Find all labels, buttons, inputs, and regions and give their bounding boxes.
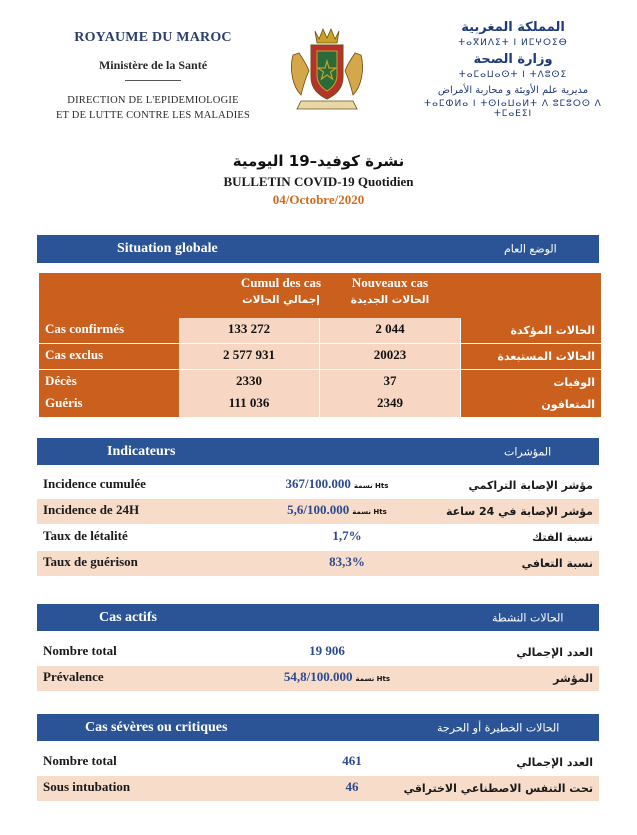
- row-cumul: 2330: [179, 370, 319, 395]
- indicator-label-fr: Incidence cumulée: [43, 476, 146, 491]
- bulletin-titles: [0, 152, 637, 208]
- section-title-fr: Indicateurs: [107, 443, 176, 459]
- col-header-cumul: [231, 275, 331, 306]
- header-left: [48, 30, 258, 123]
- row-label-ar: الحالات المؤكدة: [461, 318, 601, 343]
- row-new: 20023: [320, 344, 460, 369]
- row-cumul: 2 577 931: [179, 344, 319, 369]
- row-label-fr: Décès: [39, 370, 179, 395]
- section-title-fr: Cas actifs: [99, 609, 157, 625]
- col-new-ar: الحالات الجديدة: [350, 294, 430, 306]
- severe-label-ar: تحت التنفس الاصطناعي الاختراقي: [403, 782, 593, 795]
- indicator-number: 5,6/100.000: [287, 502, 350, 517]
- severe-cases-row: [37, 776, 599, 801]
- indicator-row: [37, 525, 599, 550]
- row-label-ar: المتعافون: [461, 392, 601, 417]
- indicator-label-ar: نسبة الفتك: [532, 531, 593, 544]
- active-label-ar: العدد الإجمالي: [516, 646, 593, 659]
- indicator-label-fr: Taux de guérison: [43, 554, 138, 569]
- bulletin-title-fr: BULLETIN COVID-19 Quotidien: [223, 174, 414, 189]
- col-header-new: [331, 275, 449, 306]
- row-cumul: 133 272: [179, 318, 319, 343]
- indicator-unit: نسمة Hts: [352, 508, 387, 516]
- row-label-ar: الوفيات: [461, 370, 601, 395]
- table-row: [39, 392, 601, 417]
- row-new: 2349: [320, 392, 460, 417]
- kingdom-fr: ROYAUME DU MAROC: [74, 30, 232, 45]
- section-title-ar: الحالات النشطة: [492, 611, 564, 624]
- bulletin-date: 04/Octobre/2020: [272, 192, 365, 207]
- indicator-number: 367/100.000: [285, 476, 351, 491]
- ministry-fr: Ministère de la Santé: [98, 58, 208, 72]
- royal-coat-of-arms-icon: [287, 25, 367, 115]
- direction-fr: [48, 93, 258, 123]
- section-header-indicateurs: [37, 438, 599, 465]
- severe-label-fr: Sous intubation: [43, 779, 131, 794]
- section-title-fr: Situation globale: [117, 241, 218, 256]
- section-title-ar: الوضع العام: [504, 242, 557, 256]
- severe-label-fr: Nombre total: [43, 753, 117, 768]
- active-value: 19 906: [309, 643, 345, 658]
- header-right: [420, 20, 606, 119]
- indicator-row: [37, 473, 599, 498]
- indicator-value: [237, 476, 437, 492]
- direction-ar: مديرية علم الأوبئة و محاربة الأمراض: [437, 85, 589, 96]
- indicator-label-ar: مؤشر الإصابة التراكمي: [468, 479, 593, 492]
- situation-globale-table: [37, 271, 599, 417]
- indicator-value: 83,3%: [329, 554, 365, 569]
- indicator-value: 1,7%: [332, 528, 362, 543]
- active-label-fr: Nombre total: [43, 643, 117, 658]
- kingdom-ar: المملكة المغربية: [461, 20, 565, 35]
- indicator-label-fr: Incidence de 24H: [43, 502, 140, 517]
- section-title-fr: Cas sévères ou critiques: [85, 719, 228, 735]
- section-title-ar: المؤشرات: [504, 445, 552, 458]
- section-header-cas-actifs: [37, 604, 599, 631]
- active-label-fr: Prévalence: [43, 669, 104, 684]
- direction-line-2: ET DE LUTTE CONTRE LES MALADIES: [55, 110, 251, 121]
- col-cumul-fr: Cumul des cas: [240, 275, 322, 290]
- active-unit: نسمة Hts: [355, 675, 391, 683]
- table-row: [39, 318, 601, 343]
- row-label-ar: الحالات المستبعدة: [461, 344, 601, 369]
- indicator-label-ar: مؤشر الإصابة في 24 ساعة: [446, 505, 593, 518]
- kingdom-tifinagh: ⵜⴰⴳⵍⴷⵉⵜ ⵏ ⵍⵎⵖⵔⵉⴱ: [458, 38, 568, 48]
- active-value: [227, 669, 447, 685]
- indicator-label-fr: Taux de létalité: [43, 528, 128, 543]
- section-header-situation-globale: [37, 235, 599, 263]
- indicator-row: [37, 551, 599, 576]
- table-header-row: [39, 273, 601, 318]
- indicator-row: [37, 499, 599, 524]
- row-label-fr: Cas exclus: [39, 344, 179, 369]
- direction-tifinagh: ⵜⴰⵎⵀⵍⴰ ⵏ ⵜⵙⵏⴰⵡⴰⵍⵜ ⴷ ⵓⵎⵓⵔⵙ ⴷ ⵜⵎⴰⴹⵉⵏ: [424, 99, 602, 119]
- row-new: 2 044: [320, 318, 460, 343]
- row-cumul: 111 036: [179, 392, 319, 417]
- active-label-ar: المؤشر: [553, 672, 593, 685]
- severe-value: 461: [342, 753, 362, 768]
- row-label-fr: Cas confirmés: [39, 318, 179, 343]
- indicator-unit: نسمة Hts: [353, 482, 389, 490]
- active-cases-row: [37, 640, 599, 665]
- col-cumul-ar: إجمالي الحالات: [242, 294, 320, 306]
- bulletin-title-ar: نشرة كوفيد–19 اليومية: [232, 152, 405, 170]
- ministry-tifinagh: ⵜⴰⵎⴰⵡⴰⵙⵜ ⵏ ⵜⴷⵓⵙⵉ: [458, 70, 568, 80]
- section-title-ar: الحالات الخطيرة أو الحرجة: [437, 721, 560, 734]
- indicator-value: [237, 502, 437, 518]
- section-header-cas-severes: [37, 714, 599, 741]
- indicator-label-ar: نسبة التعافي: [521, 557, 593, 570]
- severe-label-ar: العدد الإجمالي: [516, 756, 593, 769]
- active-number: 54,8/100.000: [283, 669, 353, 684]
- severe-cases-row: [37, 750, 599, 775]
- ministry-ar: وزارة الصحة: [473, 52, 553, 67]
- direction-line-1: DIRECTION DE L'EPIDEMIOLOGIE: [67, 95, 239, 106]
- active-cases-row: [37, 666, 599, 691]
- table-row: [39, 344, 601, 369]
- row-label-fr: Guéris: [39, 392, 179, 417]
- header-divider: [125, 80, 181, 81]
- row-new: 37: [320, 370, 460, 395]
- col-new-fr: Nouveaux cas: [351, 275, 429, 290]
- severe-value: 46: [345, 779, 359, 794]
